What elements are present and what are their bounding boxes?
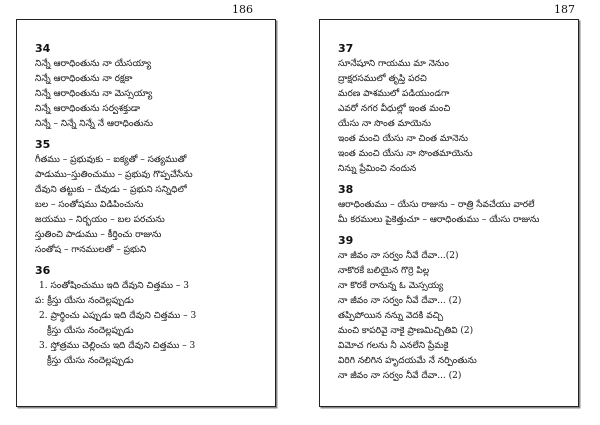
lyric-line: నా జీవం నా సర్వం నీవే దేవా...(2) [338,251,459,261]
lyric-line: సూనేషూని గాయము మా నెనుం [338,59,449,69]
lyric-line: నిన్నే ఆరాధింతును నా మెస్సయ్యా [35,89,153,99]
lyric-line: గీతము – ప్రభువుకు – ఐక్యతో – సత్యముతో [35,155,187,165]
lyric-line: దేవుని తట్టుకు – దేవుడు – ప్రభుని సన్నిధిలో [35,185,187,195]
lyric-line: క్రీస్తు యేసు నందెల్లప్పుడు [47,326,134,336]
song-number: 39 [338,234,354,247]
page-content [338,42,570,384]
lyric-line: మరణ పాశములో పడియుండగా [338,89,450,99]
lyric-line: పాడుము–స్తుతించుము – ప్రభువు గొప్పచేసేను [35,170,193,180]
page-frame [319,19,579,407]
page-number: 187 [554,3,575,16]
song-number: 35 [35,138,51,151]
song-number: 34 [35,42,51,55]
lyric-line: ఎవరో నగర వీధుల్లో ఇంత మంచి [338,104,451,114]
lyric-line: క్రీస్తు యేసు నందెల్లప్పుడు [47,356,134,366]
page-number: 186 [232,3,253,16]
lyric-line: స్తుతించి పాడుము – కీర్తించు రాజును [35,230,162,240]
lyric-line: ప: క్రీస్తు యేసు నందెల్లప్పుడు [35,296,134,306]
lyric-line: బల – సంతోషము విడిపించును [35,200,144,210]
lyric-line: నిన్నే ఆరాధింతును సర్వశక్తుడా [35,104,141,114]
lyric-line: నా కొరకే రానున్న ఓ మెస్సయ్య [338,281,444,291]
right-page [300,0,600,425]
song-number: 38 [338,183,354,196]
lyric-line: నా జీవం నా సర్వం నీవే దేవా... (2) [338,296,462,306]
lyric-line: నిన్నే ఆరాధింతును నా యేసయ్యా [35,59,152,69]
lyric-line: నిన్నే ఆరాధింతును నా రక్షకా [35,74,133,84]
lyric-line: యేసు నా సొంత మాయెను [338,119,431,129]
lyric-line: విమోచ గలను నీ ఎనలేని ప్రేమకై [338,341,449,351]
lyric-line: నాకొరకే బలియైన గొర్రె పిల్ల [338,266,430,276]
lyric-line: తప్పిపోయిన నన్ను వెదకి వచ్చి [338,311,444,321]
lyric-line: నిన్నే – నిన్నే నిన్నే నే ఆరాధింతును [35,119,153,129]
lyric-line: ద్రాక్షరసములో తృప్తి పరచి [338,74,427,84]
lyric-line: నిన్ను ప్రేమించి నందున [338,164,417,174]
lyric-line: జయము – నిర్భయం – బల పరచును [35,215,165,225]
song-number: 37 [338,42,354,55]
page-content [35,42,267,369]
lyric-line: నా జీవం నా సర్వం నీవే దేవా... (2) [338,371,462,381]
lyric-line: సంతోష – గానములతో – ప్రభుని [35,245,147,255]
lyric-line: 2. ప్రార్థించు ఎప్పుడు ఇది దేవుని చిత్తము – 3 [39,311,197,321]
lyric-line: 1. సంతోషించుము ఇది దేవుని చిత్తము – 3 [39,281,189,291]
page-frame [16,19,276,407]
lyric-line: ఇంత మంచి యేసు నా చింత మానెను [338,134,469,144]
lyric-line: మంచి కాపరివై నాకై ప్రాణమిచ్చితివి (2) [338,326,474,336]
lyric-line: విరిగి నలిగిన హృదయమే నే నర్పింతును [338,356,477,366]
lyric-line: 3. స్తోత్రము చెల్లించు ఇది దేవుని చిత్తము – 3 [39,341,196,351]
lyric-line: ఇంత మంచి యేసు నా సొంతమాయెను [338,149,473,159]
lyric-line: ఆరాధింతుము – యేసు రాజును – రాత్రి సేవచేయు వారలే [338,200,535,210]
song-number: 36 [35,264,51,277]
lyric-line: మీ కరములు పైకెత్తుచూ – ఆరాధింతుము – యేసు రాజును [338,215,540,225]
